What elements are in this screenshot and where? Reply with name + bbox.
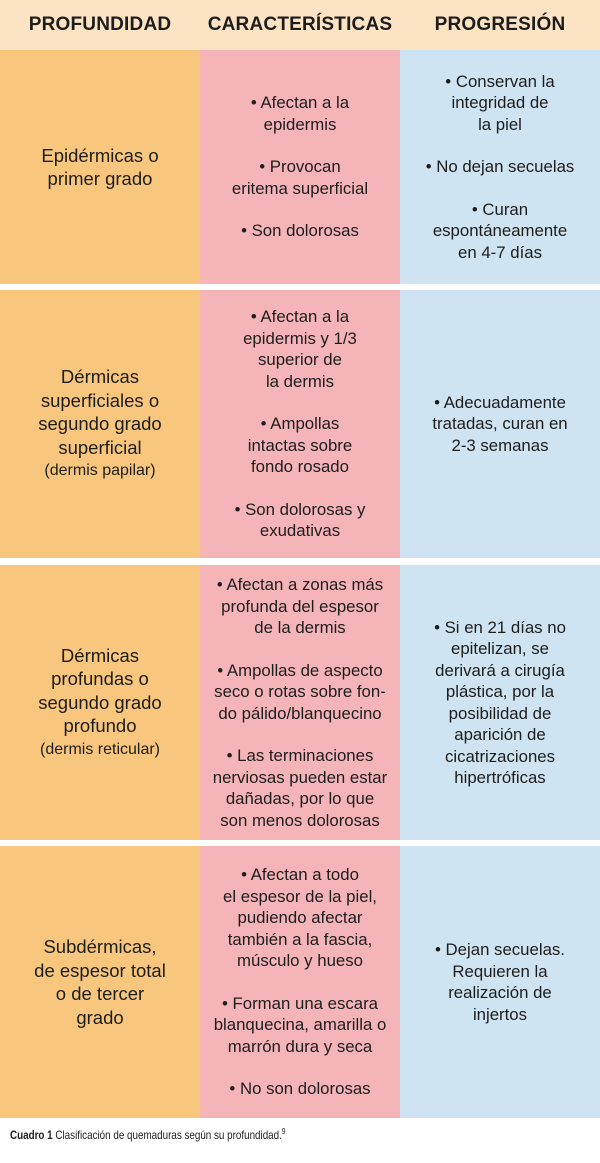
features-cell	[200, 290, 400, 558]
progression-item: • Conservan la integridad de la piel	[445, 71, 555, 134]
table-row-1	[0, 50, 600, 284]
features-cell	[200, 846, 400, 1118]
progression-item: • Curan espontáneamente en 4-7 días	[432, 199, 568, 262]
header-features: CARACTERÍSTICAS	[207, 14, 393, 35]
progression-item: • Adecuadamente tratadas, curan en 2-3 semanas	[432, 392, 568, 455]
feature-item: • Forman una escara blanquecina, amarilla o marrón dura y seca	[213, 993, 387, 1056]
table-header	[0, 0, 600, 50]
depth-label: Epidérmicas o primer grado	[41, 144, 159, 189]
table-row-3	[0, 565, 600, 840]
features-cell	[200, 565, 400, 840]
depth-note: (dermis papilar)	[44, 462, 156, 480]
feature-item: • Ampollas intactas sobre fondo rosado	[247, 414, 353, 477]
depth-cell	[0, 846, 200, 1118]
progression-item: • No dejan secuelas	[425, 157, 575, 177]
progression-cell	[400, 50, 600, 284]
caption-label: Cuadro 1	[10, 1128, 53, 1142]
depth-note: (dermis reticular)	[39, 740, 160, 758]
depth-label: Dérmicas profundas o segundo grado profundo	[38, 644, 162, 737]
depth-cell	[0, 50, 200, 284]
progression-item: • Si en 21 días no epitelizan, se derivará a cirugía plástica, por la posibilidad de aparición de cicatrizaciones hipertróficas	[434, 617, 566, 787]
feature-item: • Provocan eritema superficial	[231, 157, 369, 198]
feature-item: • Afectan a zonas más profunda del espesor de la dermis	[216, 575, 384, 637]
feature-item: • No son dolorosas	[229, 1079, 371, 1099]
progression-cell	[400, 846, 600, 1118]
progression-item: • Dejan secuelas. Requieren la realización de injertos	[435, 940, 565, 1024]
header-depth: PROFUNDIDAD	[28, 14, 172, 35]
depth-label: Subdérmicas, de espesor total o de tercer grado	[34, 936, 166, 1028]
progression-cell	[400, 290, 600, 558]
table-caption	[10, 1127, 286, 1142]
caption-reference: 9	[281, 1127, 286, 1136]
depth-label: Dérmicas superficiales o segundo grado superficial	[38, 366, 162, 458]
progression-cell	[400, 565, 600, 840]
features-cell	[200, 50, 400, 284]
depth-cell	[0, 290, 200, 558]
feature-item: • Afectan a todo el espesor de la piel, pudiendo afectar también a la fascia, músculo y hueso	[223, 865, 377, 971]
table-row-2	[0, 290, 600, 558]
feature-item: • Las terminaciones nerviosas pueden estar dañadas, por lo que son menos dolorosas	[212, 746, 388, 830]
depth-cell	[0, 565, 200, 840]
burn-classification-table	[0, 0, 600, 50]
header-progression: PROGRESIÓN	[434, 14, 566, 35]
table-row-4	[0, 846, 600, 1118]
feature-item: • Afectan a la epidermis	[250, 93, 350, 134]
caption-text: Clasificación de quemaduras según su profundidad.	[52, 1128, 282, 1142]
feature-item: • Son dolorosas y exudativas	[234, 499, 366, 541]
feature-item: • Son dolorosas	[241, 221, 359, 241]
feature-item: • Ampollas de aspecto seco o rotas sobre fon- do pálido/blanquecino	[214, 660, 386, 723]
feature-item: • Afectan a la epidermis y 1/3 superior de la dermis	[243, 307, 357, 391]
